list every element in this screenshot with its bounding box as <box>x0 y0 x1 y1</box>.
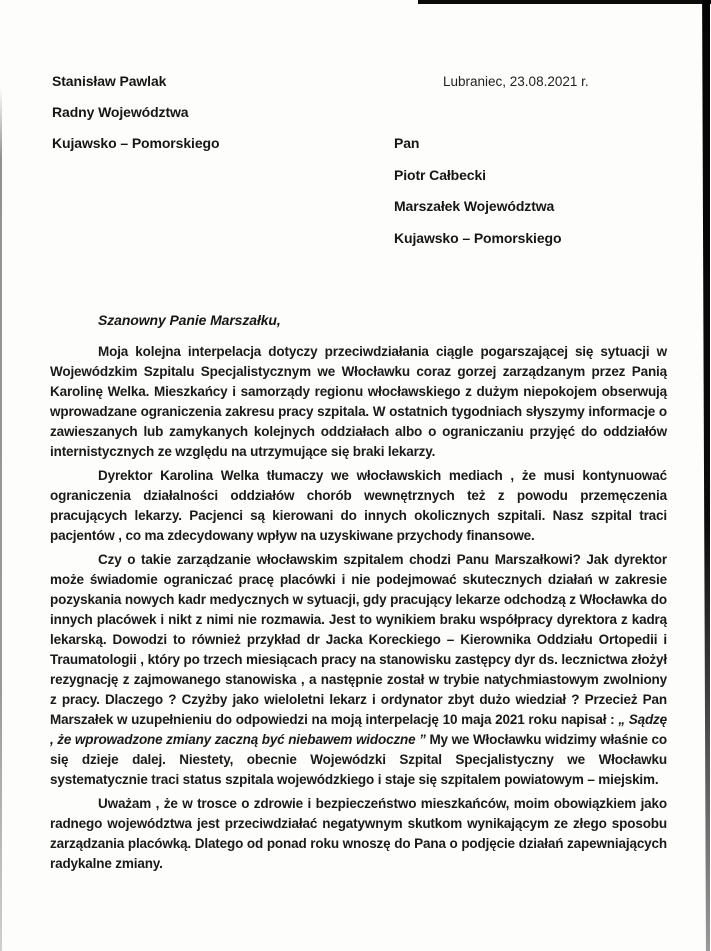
paragraph-2: Dyrektor Karolina Welka tłumaczy we włocławskich mediach , że musi kontynuować ograniczenia działalności oddziałów chorób wewnętrznych też z powodu przemęczenia pracujących lekarzy. Pacjenci są kierowani do innych okolicznych szpitali. Nasz szpital traci pacjentów , co ma zdecydowany wpływ na uzyskiwane przychody finansowe. <box>50 468 667 543</box>
recipient-role-line-1: Marszałek Województwa <box>394 198 555 214</box>
recipient-name: Piotr Całbecki <box>394 166 486 183</box>
scan-artifact-left-edge <box>0 88 2 951</box>
recipient-honorific: Pan <box>394 135 420 151</box>
recipient-role-line-2: Kujawsko – Pomorskiego <box>394 229 562 246</box>
dateline: Lubraniec, 23.08.2021 r. <box>443 74 589 89</box>
scan-artifact-top-edge <box>418 0 711 4</box>
scan-artifact-right-edge <box>701 0 710 951</box>
letter-body <box>50 310 667 878</box>
paragraph-3-quote: „ Sądzę , że wprowadzone zmiany zaczną być niebawem widoczne ” <box>50 712 668 747</box>
paragraph-3 <box>50 550 667 790</box>
paragraph-1: Moja kolejna interpelacja dotyczy przeciwdziałania ciągle pogarszającej się sytuacji w Wojewódzkim Szpitalu Specjalistycznym we Włocławku coraz gorzej zarządzanym przez Panią Karolinę Welka. Mieszkańcy i samorządy regionu włocławskiego z dużym niepokojem obserwują wprowadzane ograniczenia zakresu pracy szpitala. W ostatnich tygodniach słyszymy informacje o zawieszanych lub zamykanych kolejnych oddziałach albo o ograniczaniu przyjęć do oddziałów internistycznych ze względu na utrzymujące się braki lekarzy. <box>50 344 667 459</box>
sender-role-line-1: Radny Województwa <box>52 104 189 120</box>
sender-role-line-2: Kujawsko – Pomorskiego <box>52 135 220 151</box>
sender-block <box>52 66 219 159</box>
sender-name: Stanisław Pawlak <box>52 73 167 89</box>
paragraph-3-text-after-quote: My we Włocławku widzimy właśnie co się dzieje dalej. Niestety, obecnie Wojewódzki Szpital Specjalistyczny we Włocławku systematycznie traci status szpitala wojewódzkiego i staje się szpitalem powiatowym – miejskim. <box>50 732 667 787</box>
paragraph-4: Uważam , że w trosce o zdrowie i bezpieczeństwo mieszkańców, moim obowiązkiem jako radnego województwa jest przeciwdziałać negatywnym skutkom wynikającym ze złego sposobu zarządzania placówką. Dlatego od ponad roku wnoszę do Pana o podjęcie działań zapewniających radykalne zmiany. <box>50 796 667 871</box>
greeting: Szanowny Panie Marszałku, <box>98 312 281 328</box>
recipient-block <box>394 128 561 254</box>
paragraph-3-text-before-quote: Czy o takie zarządzanie włocławskim szpitalem chodzi Panu Marszałkowi? Jak dyrektor może świadomie ograniczać pracę placówki i nie podejmować skutecznych działań w zakresie pozyskania nowych kadr medycznych w sytuacji, gdy pracujący lekarze odchodzą z Włocławka do innych placówek i nikt z nimi nie rozmawia. Jest to wynikiem braku współpracy dyrektora z kadrą lekarską. Dowodzi to również przykład dr Jacka Koreckiego – Kierownika Oddziału Ortopedii i Traumatologii , który po trzech miesiącach pracy na stanowisku zastępcy dyr ds. lecznictwa złożył rezygnację z zajmowanego stanowiska , a następnie został w trybie natychmiastowym zwolniony z pracy. Dlaczego ? Czyżby jako wieloletni lekarz i ordynator zbyt dużo wiedział ? Przecież Pan Marszałek w uzupełnieniu do odpowiedzi na moją interpelację 10 maja 2021 roku napisał : <box>50 552 667 727</box>
